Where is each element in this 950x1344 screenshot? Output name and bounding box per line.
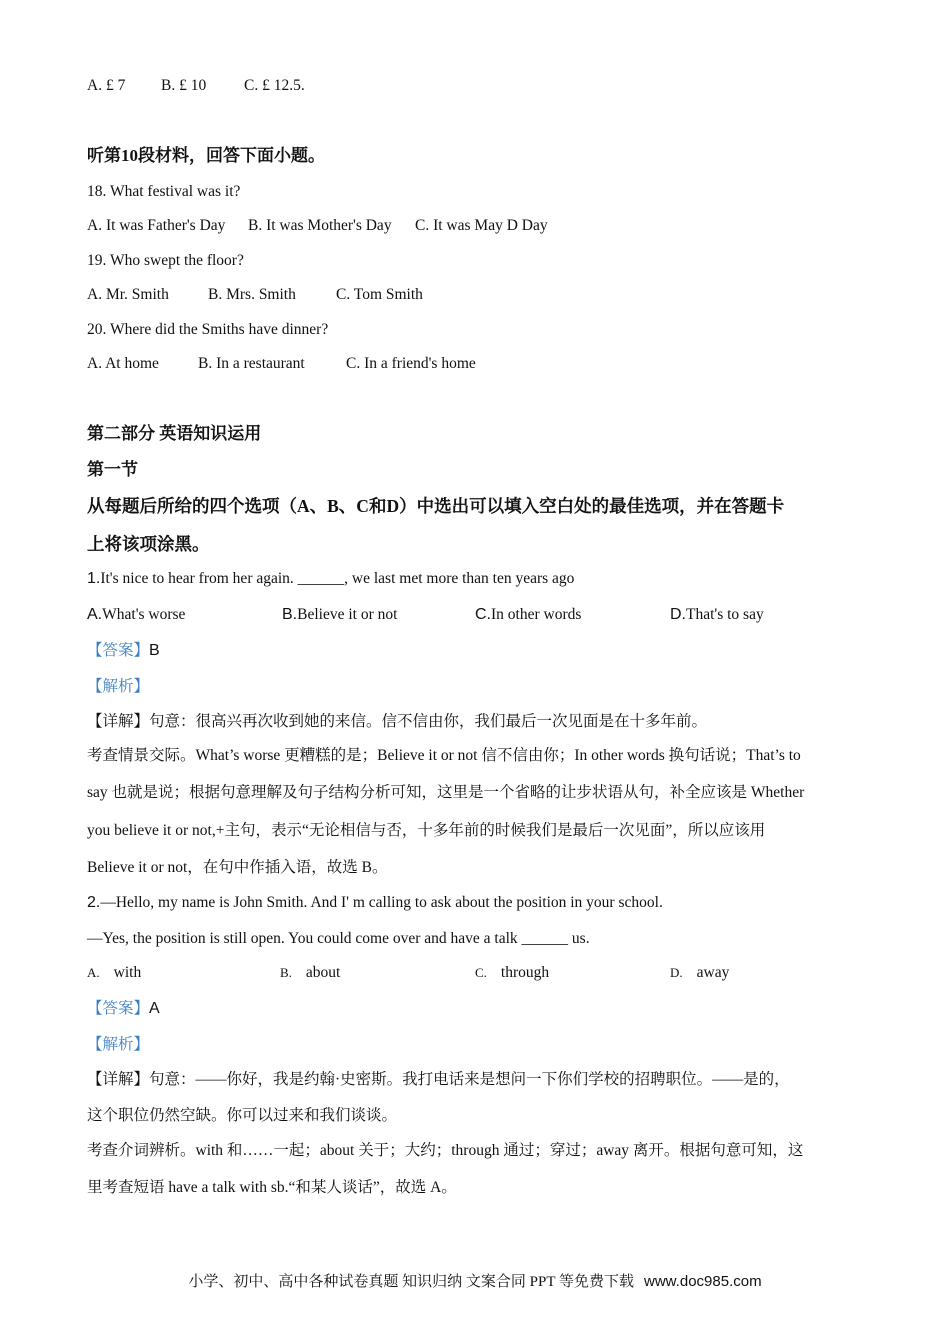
q1-explain-line: Believe it or not，在句中作插入语，故选 B。 <box>87 859 388 876</box>
q17-options <box>87 76 305 96</box>
q1-option-a: A.What's worse <box>87 606 186 623</box>
q1-option-d: D.That's to say <box>670 606 764 623</box>
q1-analysis-label: 【解析】 <box>87 678 150 695</box>
q19-question: 19. Who swept the floor? <box>87 252 244 269</box>
part2-section: 第一节 <box>87 460 138 479</box>
q1-answer-value: B <box>149 642 160 659</box>
q2-question-line2: —Yes, the position is still open. You could come over and have a talk ______ us. <box>87 930 590 947</box>
q19-options <box>87 285 423 305</box>
part2-instruction-line2: 上将该项涂黑。 <box>87 534 210 554</box>
part2-instruction-line1: 从每题后所给的四个选项（A、B、C和D）中选出可以填入空白处的最佳选项，并在答题卡 <box>87 496 785 516</box>
q20-question: 20. Where did the Smiths have dinner? <box>87 321 329 338</box>
q17-option-a: A. £ 7 <box>87 77 126 94</box>
q1-number: 1. <box>87 570 101 587</box>
q1-detail-text: 句意：很高兴再次收到她的来信。信不信由你，我们最后一次见面是在十多年前。 <box>149 713 708 730</box>
q2-options <box>87 963 729 983</box>
q2-detail-label: 【详解】 <box>87 1071 150 1088</box>
q19-option-a: A. Mr. Smith <box>87 286 169 303</box>
q19-option-c: C. Tom Smith <box>336 286 423 303</box>
q20-options <box>87 354 476 374</box>
q1-explain-line: say 也就是说；根据句意理解及句子结构分析可知，这里是一个省略的让步状语从句，补全应该是 Whether <box>87 784 805 801</box>
q17-option-b: B. £ 10 <box>161 77 207 94</box>
q2-question-line1 <box>87 893 663 913</box>
q2-option-b: B. about <box>280 964 341 981</box>
q2-explain-line: 里考查短语 have a talk with sb.“和某人谈话”，故选 A。 <box>87 1179 457 1196</box>
q1-question <box>87 569 574 589</box>
q2-option-a: A. with <box>87 964 142 981</box>
q2-explain-line: 考查介词辨析。with 和……一起；about 关于；大约；through 通过；穿过；away 离开。根据句意可知，这 <box>87 1142 804 1159</box>
q2-question-text: —Hello, my name is John Smith. And I' m calling to ask about the position in your school. <box>100 894 663 911</box>
part2-title: 第二部分 英语知识运用 <box>87 424 262 443</box>
q1-options <box>87 605 764 625</box>
q1-detail <box>87 712 707 732</box>
q20-option-a: A. At home <box>87 355 159 372</box>
footer-link[interactable]: www.doc985.com <box>644 1273 762 1290</box>
q1-explain-line: you believe it or not,+主句，表示“无论相信与否，十多年前的时候我们是最后一次见面”，所以应该用 <box>87 822 766 839</box>
q20-option-c: C. In a friend's home <box>346 355 476 372</box>
q2-analysis-label: 【解析】 <box>87 1036 150 1053</box>
q2-detail-line1 <box>87 1070 790 1090</box>
q2-detail-text: 句意：——你好，我是约翰·史密斯。我打电话来是想问一下你们学校的招聘职位。——是的， <box>149 1071 790 1088</box>
footer-text: 小学、初中、高中各种试卷真题 知识归纳 文案合同 PPT 等免费下载 <box>188 1274 635 1290</box>
q2-detail-line2: 这个职位仍然空缺。你可以过来和我们谈谈。 <box>87 1107 398 1124</box>
q2-option-c: C. through <box>475 964 550 981</box>
q1-answer-label: 【答案】 <box>87 642 150 659</box>
section10-header: 听第10段材料，回答下面小题。 <box>87 146 325 165</box>
q18-question: 18. What festival was it? <box>87 183 241 200</box>
q17-option-c: C. £ 12.5. <box>244 77 305 94</box>
q1-detail-label: 【详解】 <box>87 713 150 730</box>
q18-option-b: B. It was Mother's Day <box>248 217 392 234</box>
q1-answer <box>87 641 160 661</box>
page-footer <box>0 1270 950 1291</box>
q1-question-text: It's nice to hear from her again. ______, we last met more than ten years ago <box>100 570 575 587</box>
q18-option-c: C. It was May D Day <box>415 217 548 234</box>
q19-option-b: B. Mrs. Smith <box>208 286 296 303</box>
q2-number: 2. <box>87 894 101 911</box>
q2-answer <box>87 999 160 1019</box>
q20-option-b: B. In a restaurant <box>198 355 305 372</box>
q2-answer-label: 【答案】 <box>87 1000 150 1017</box>
q1-option-b: B.Believe it or not <box>282 606 398 623</box>
q1-option-c: C.In other words <box>475 606 582 623</box>
q18-option-a: A. It was Father's Day <box>87 217 226 234</box>
q2-option-d: D. away <box>670 964 730 981</box>
q2-answer-value: A <box>149 1000 160 1017</box>
q1-explain-line: 考查情景交际。What’s worse 更糟糕的是；Believe it or not 信不信由你；In other words 换句话说；That’s to <box>87 747 801 764</box>
q18-options <box>87 216 548 236</box>
